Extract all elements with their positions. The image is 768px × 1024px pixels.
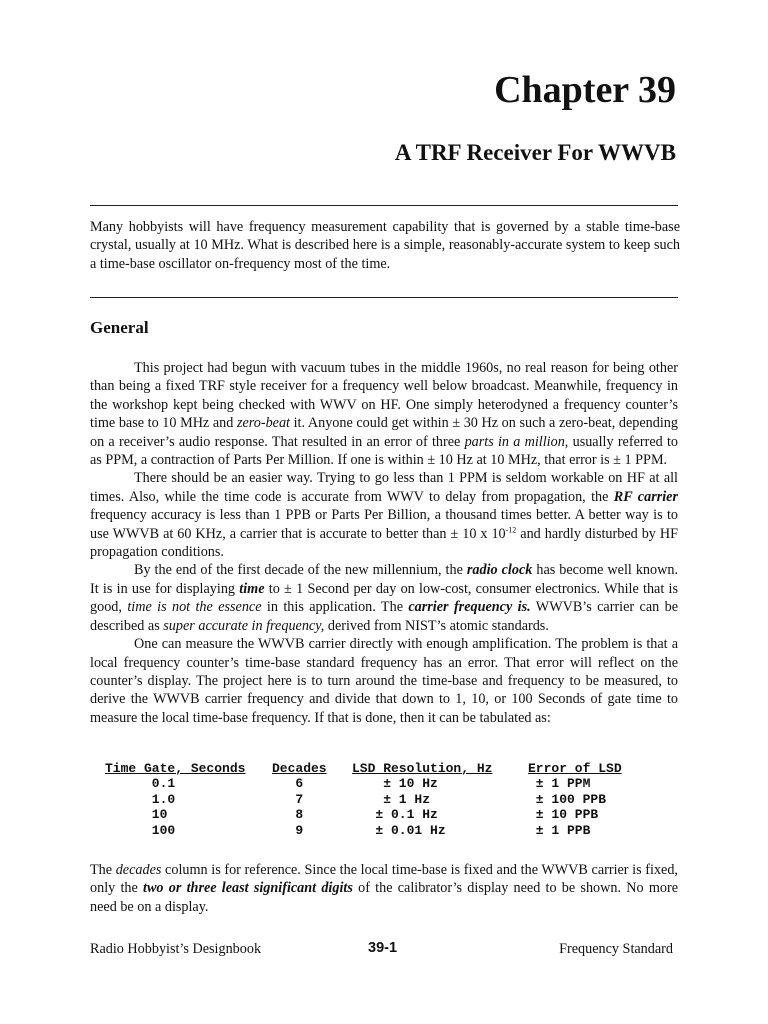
p3-strong-time: time: [239, 580, 265, 597]
top-divider: [90, 205, 678, 206]
chapter-title: A TRF Receiver For WWVB: [394, 140, 676, 165]
intro-paragraph: Many hobbyists will have frequency measurement capability that is governed by a stable time-base crystal, usually at 10 MHz. What is described here is a simple, reasonably-accurate system to keep such a time-base oscillator on-frequency most of the time.: [90, 219, 680, 272]
p3-text-3: to ± 1 Second per day on low-cost, consumer electronics. While that is good,: [90, 580, 679, 616]
header-error-of-lsd: Error of LSD: [528, 760, 622, 776]
p3-emphasis-super-accurate: super accurate in frequency,: [163, 617, 325, 634]
p3-text-5: WWVB’s carrier can be described as: [90, 599, 678, 634]
cell-time-gate: 100: [105, 823, 176, 839]
footer-page-number: 39-1: [368, 940, 398, 956]
p2-strong-rf-carrier: RF carrier: [613, 488, 678, 505]
section-body: [90, 359, 678, 727]
p1-text-2: it. Anyone could get within ± 30 Hz on such a zero-beat, depending on a receiver’s audio response. That resulted in an error of three: [90, 415, 678, 450]
p1-emphasis-parts-in-million: parts in a million,: [464, 433, 569, 450]
header-time-gate: Time Gate, Seconds: [105, 760, 246, 776]
paragraph-3: [90, 561, 678, 635]
p1-emphasis-zero-beat: zero-beat: [236, 415, 290, 432]
p2-text-1: There should be an easier way. Trying to go less than 1 PPM is seldom workable on HF at all times. Also, while the time code is accurate from WWV to delay from propagation, the: [90, 470, 678, 505]
cell-error: ± 100 PPB: [528, 791, 607, 807]
cell-decades: 7: [272, 791, 304, 807]
p3-text-4: in this application. The: [261, 599, 409, 616]
table-row: [105, 776, 648, 792]
cell-lsd-resolution: ± 1 Hz: [352, 791, 431, 807]
header-decades: Decades: [272, 760, 327, 776]
p1-text-3: usually referred to as PPM, a contraction of Parts Per Million. If one is within ± 10 Hz at 10 MHz, that error is ± 1 PPM.: [90, 433, 678, 469]
chapter-number: Chapter 39: [494, 69, 676, 111]
footer-section-title: Frequency Standard: [559, 941, 673, 957]
p3-strong-radio-clock: radio clock: [466, 562, 533, 579]
closing-text-3: of the calibrator’s display need to be shown. No more need be on a display.: [90, 880, 678, 915]
cell-error: ± 1 PPM: [528, 776, 591, 792]
cell-lsd-resolution: ± 10 Hz: [352, 776, 438, 792]
table-row: [105, 807, 648, 823]
table-row: [105, 792, 648, 808]
cell-time-gate: 1.0: [105, 791, 176, 807]
table-header-row: [105, 760, 648, 776]
p2-exponent: -12: [505, 524, 517, 534]
paragraph-4: One can measure the WWVB carrier directly with enough amplification. The problem is that a local frequency counter’s time-base standard frequency has an error. That error will reflect on the counter’s display. The project here is to turn around the time-base and frequency to be measured, to derive the WWVB carrier frequency and divide that down to 1, 10, or 100 Seconds of gate time to measure the local time-base frequency. If that is done, then it can be tabulated as:: [90, 636, 678, 726]
cell-error: ± 1 PPB: [528, 823, 591, 839]
p3-strong-carrier-frequency: carrier frequency is.: [408, 599, 531, 616]
paragraph-2: [90, 469, 678, 561]
cell-decades: 9: [272, 823, 304, 839]
bottom-divider: [90, 297, 678, 298]
p3-text-1: By the end of the first decade of the new millennium, the: [134, 562, 467, 579]
table-row: [105, 823, 648, 839]
p3-text-2: has become well known. It is in use for displaying: [90, 562, 679, 597]
p1-text-1: This project had begun with vacuum tubes in the middle 1960s, no real reason for being other than being a fixed TRF style receiver for a frequency well below broadcast. Meanwhile, frequency in the workshop kept being checked with WWV on HF. One simply heterodyned a frequency counter’s time base to 10 MHz and: [90, 360, 678, 432]
p3-text-6: derived from NIST’s atomic standards.: [324, 617, 549, 634]
cell-time-gate: 10: [105, 807, 168, 823]
closing-text-1: The: [90, 862, 116, 878]
closing-paragraph: [90, 861, 678, 916]
cell-error: ± 10 PPB: [528, 807, 599, 823]
cell-lsd-resolution: ± 0.1 Hz: [352, 807, 438, 823]
paragraph-1: [90, 359, 678, 469]
cell-decades: 8: [272, 807, 304, 823]
footer-book-title: Radio Hobbyist’s Designbook: [90, 941, 262, 957]
p2-text-2: frequency accuracy is less than 1 PPB or Parts Per Billion, a thousand times better. A better way is to use WWVB at 60 KHz, a carrier that is accurate to better than ± 10 x 10: [90, 507, 678, 542]
section-heading: General: [90, 318, 149, 337]
closing-text-2: column is for reference. Since the local time-base is fixed and the WWVB carrier is fixed, only the: [90, 862, 678, 897]
cell-decades: 6: [272, 776, 304, 792]
closing-emphasis-decades: decades: [115, 862, 162, 878]
p2-text-3: and hardly disturbed by HF propagation conditions.: [90, 525, 678, 561]
cell-lsd-resolution: ± 0.01 Hz: [352, 823, 446, 839]
p3-emphasis-essence: time is not the essence: [127, 599, 262, 616]
closing-strong-digits: two or three least significant digits: [143, 880, 353, 897]
header-lsd-resolution: LSD Resolution, Hz: [352, 760, 493, 776]
cell-time-gate: 0.1: [105, 776, 176, 792]
calibration-table: [105, 760, 648, 838]
